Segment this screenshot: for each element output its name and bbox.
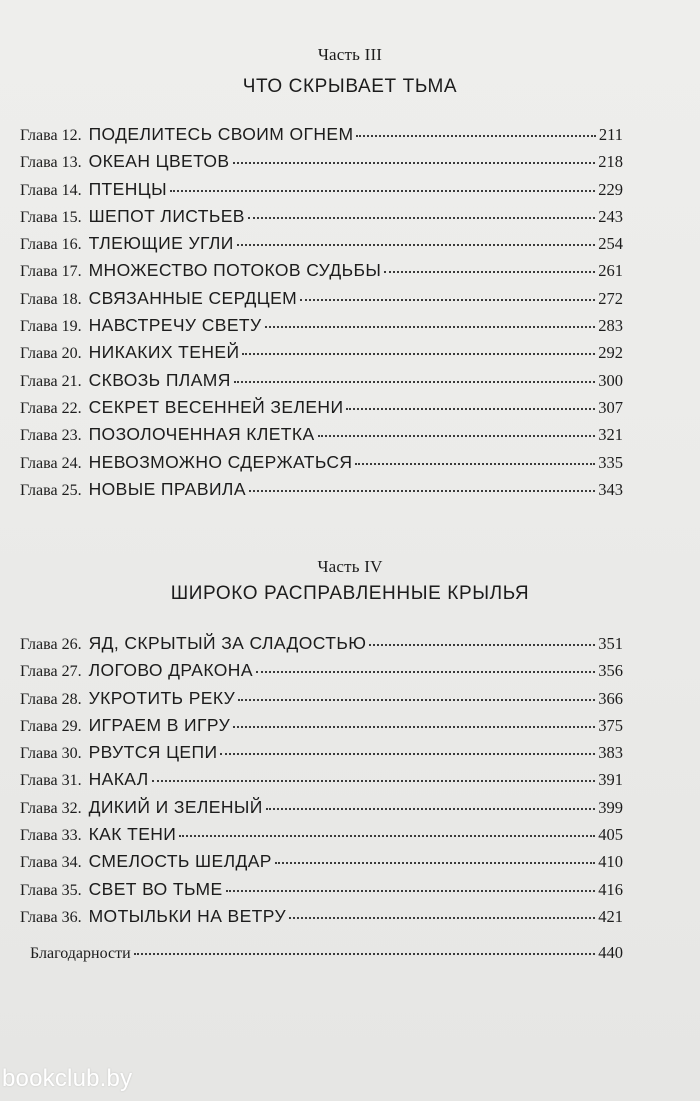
chapter-title: ОКЕАН ЦВЕТОВ xyxy=(88,151,230,172)
chapter-title: УКРОТИТЬ РЕКУ xyxy=(88,687,236,708)
chapter-page-number: 292 xyxy=(598,343,623,363)
chapter-title: НИКАКИХ ТЕНЕЙ xyxy=(88,342,240,363)
chapter-entry[interactable] xyxy=(20,151,623,178)
dot-leader xyxy=(237,244,596,246)
chapter-label: Глава 15. xyxy=(20,208,82,226)
chapter-label: Глава 32. xyxy=(20,799,82,817)
chapter-entry[interactable] xyxy=(20,906,623,933)
chapter-page-number: 335 xyxy=(598,452,623,472)
chapter-entry[interactable] xyxy=(20,824,623,851)
chapter-label: Глава 29. xyxy=(20,717,82,735)
chapter-title: СКВОЗЬ ПЛАМЯ xyxy=(88,369,231,390)
chapter-label: Глава 12. xyxy=(20,127,82,144)
chapter-entry[interactable] xyxy=(20,479,623,506)
chapter-entry[interactable] xyxy=(20,633,623,660)
chapter-page-number: 211 xyxy=(598,125,623,144)
chapter-entry[interactable] xyxy=(20,397,623,424)
part-4-title: ШИРОКО РАСПРАВЛЕННЫЕ КРЫЛЬЯ xyxy=(170,583,530,604)
chapter-title: РВУТСЯ ЦЕПИ xyxy=(88,742,218,763)
chapter-page-number: 229 xyxy=(598,179,623,199)
dot-leader xyxy=(179,835,595,837)
chapter-label: Глава 30. xyxy=(20,745,82,763)
chapter-label: Глава 13. xyxy=(20,154,82,172)
chapter-label: Глава 34. xyxy=(20,854,82,872)
dot-leader xyxy=(233,726,595,728)
chapter-title: НЕВОЗМОЖНО СДЕРЖАТЬСЯ xyxy=(88,451,353,472)
dot-leader xyxy=(289,917,595,919)
dot-leader xyxy=(265,326,596,328)
chapter-entry[interactable] xyxy=(20,260,623,287)
chapter-page-number: 421 xyxy=(598,906,623,926)
chapter-page-number: 261 xyxy=(598,261,623,281)
dot-leader xyxy=(134,953,596,955)
chapter-entry[interactable] xyxy=(20,851,623,878)
chapter-label: Глава 33. xyxy=(20,827,82,845)
chapter-label: Глава 27. xyxy=(20,663,82,681)
chapter-page-number: 366 xyxy=(598,688,623,708)
dot-leader xyxy=(275,862,595,864)
chapter-entry[interactable] xyxy=(20,206,623,233)
chapter-entry[interactable] xyxy=(20,769,623,796)
chapter-label: Глава 24. xyxy=(20,454,82,472)
chapter-entry[interactable] xyxy=(20,452,623,479)
dot-leader xyxy=(266,808,595,810)
chapter-title: ЛОГОВО ДРАКОНА xyxy=(88,660,253,681)
chapter-label: Глава 25. xyxy=(20,481,82,499)
part-3-chapter-list xyxy=(20,124,623,506)
chapter-page-number: 254 xyxy=(598,234,623,254)
chapter-title: СМЕЛОСТЬ ШЕЛДАР xyxy=(88,851,272,872)
acknowledgments-label: Благодарности xyxy=(30,945,131,962)
chapter-title: СЕКРЕТ ВЕСЕННЕЙ ЗЕЛЕНИ xyxy=(88,396,344,417)
dot-leader xyxy=(249,490,595,492)
part-4-number: Часть IV xyxy=(317,557,383,576)
chapter-page-number: 218 xyxy=(598,152,623,172)
chapter-page-number: 283 xyxy=(598,316,623,336)
dot-leader xyxy=(318,435,596,437)
chapter-title: ИГРАЕМ В ИГРУ xyxy=(88,714,231,735)
chapter-label: Глава 28. xyxy=(20,690,82,708)
chapter-entry[interactable] xyxy=(20,742,623,769)
chapter-entry[interactable] xyxy=(20,342,623,369)
chapter-entry[interactable] xyxy=(20,233,623,260)
chapter-page-number: 356 xyxy=(598,661,623,681)
chapter-title: ПОДЕЛИТЕСЬ СВОИМ ОГНЕМ xyxy=(88,124,354,144)
chapter-page-number: 399 xyxy=(598,797,623,817)
chapter-page-number: 416 xyxy=(598,879,623,899)
dot-leader xyxy=(346,408,595,410)
chapter-entry[interactable] xyxy=(20,370,623,397)
chapter-label: Глава 19. xyxy=(20,318,82,336)
chapter-entry[interactable] xyxy=(20,179,623,206)
dot-leader xyxy=(242,353,595,355)
chapter-label: Глава 31. xyxy=(20,772,82,790)
chapter-title: МОТЫЛЬКИ НА ВЕТРУ xyxy=(88,905,286,926)
dot-leader xyxy=(233,162,596,164)
chapter-label: Глава 17. xyxy=(20,263,82,281)
chapter-title: НАКАЛ xyxy=(88,769,149,790)
chapter-entry[interactable] xyxy=(20,715,623,742)
chapter-title: СВЕТ ВО ТЬМЕ xyxy=(88,878,223,899)
chapter-entry[interactable] xyxy=(20,424,623,451)
chapter-label: Глава 20. xyxy=(20,345,82,363)
dot-leader xyxy=(256,671,595,673)
chapter-entry[interactable] xyxy=(20,688,623,715)
chapter-entry[interactable] xyxy=(20,660,623,687)
chapter-label: Глава 26. xyxy=(20,636,82,653)
dot-leader xyxy=(220,753,595,755)
acknowledgments-page: 440 xyxy=(598,943,623,962)
chapter-title: ПОЗОЛОЧЕННАЯ КЛЕТКА xyxy=(88,424,315,445)
dot-leader xyxy=(356,135,595,137)
chapter-page-number: 405 xyxy=(598,825,623,845)
chapter-label: Глава 36. xyxy=(20,908,82,926)
chapter-page-number: 343 xyxy=(598,479,623,499)
chapter-page-number: 383 xyxy=(598,743,623,763)
acknowledgments-entry[interactable] xyxy=(30,943,623,963)
dot-leader xyxy=(234,381,595,383)
dot-leader xyxy=(170,190,595,192)
chapter-title: ШЕПОТ ЛИСТЬЕВ xyxy=(88,205,245,226)
chapter-label: Глава 16. xyxy=(20,236,82,254)
dot-leader xyxy=(384,271,595,273)
part-4-chapter-list xyxy=(20,633,623,933)
chapter-page-number: 375 xyxy=(598,715,623,735)
chapter-title: ТЛЕЮЩИЕ УГЛИ xyxy=(88,233,234,254)
chapter-title: ДИКИЙ И ЗЕЛЕНЫЙ xyxy=(88,796,263,817)
part-3-number: Часть III xyxy=(317,45,383,64)
chapter-page-number: 351 xyxy=(598,634,623,653)
chapter-label: Глава 14. xyxy=(20,181,82,199)
chapter-entry[interactable] xyxy=(20,797,623,824)
chapter-page-number: 391 xyxy=(598,770,623,790)
chapter-page-number: 410 xyxy=(598,852,623,872)
chapter-label: Глава 22. xyxy=(20,399,82,417)
chapter-page-number: 272 xyxy=(598,288,623,308)
chapter-label: Глава 18. xyxy=(20,290,82,308)
chapter-page-number: 243 xyxy=(598,206,623,226)
dot-leader xyxy=(369,644,595,646)
dot-leader xyxy=(355,463,595,465)
chapter-title: МНОЖЕСТВО ПОТОКОВ СУДЬБЫ xyxy=(88,260,382,281)
dot-leader xyxy=(248,217,595,219)
chapter-title: СВЯЗАННЫЕ СЕРДЦЕМ xyxy=(88,287,298,308)
chapter-title: НОВЫЕ ПРАВИЛА xyxy=(88,478,246,499)
chapter-label: Глава 23. xyxy=(20,427,82,445)
chapter-entry[interactable] xyxy=(20,315,623,342)
chapter-page-number: 321 xyxy=(598,425,623,445)
chapter-entry[interactable] xyxy=(20,124,623,151)
site-watermark: bookclub.by xyxy=(2,1065,133,1092)
chapter-title: ПТЕНЦЫ xyxy=(88,178,167,199)
chapter-title: КАК ТЕНИ xyxy=(88,824,177,845)
chapter-label: Глава 21. xyxy=(20,372,82,390)
part-3-title: ЧТО СКРЫВАЕТ ТЬМА xyxy=(242,76,458,97)
chapter-title: НАВСТРЕЧУ СВЕТУ xyxy=(88,315,262,336)
chapter-label: Глава 35. xyxy=(20,881,82,899)
chapter-entry[interactable] xyxy=(20,879,623,906)
dot-leader xyxy=(238,699,595,701)
dot-leader xyxy=(226,890,596,892)
chapter-title: ЯД, СКРЫТЫЙ ЗА СЛАДОСТЬЮ xyxy=(88,633,367,653)
chapter-entry[interactable] xyxy=(20,288,623,315)
dot-leader xyxy=(152,780,596,782)
chapter-page-number: 307 xyxy=(598,397,623,417)
dot-leader xyxy=(300,299,595,301)
chapter-page-number: 300 xyxy=(598,370,623,390)
